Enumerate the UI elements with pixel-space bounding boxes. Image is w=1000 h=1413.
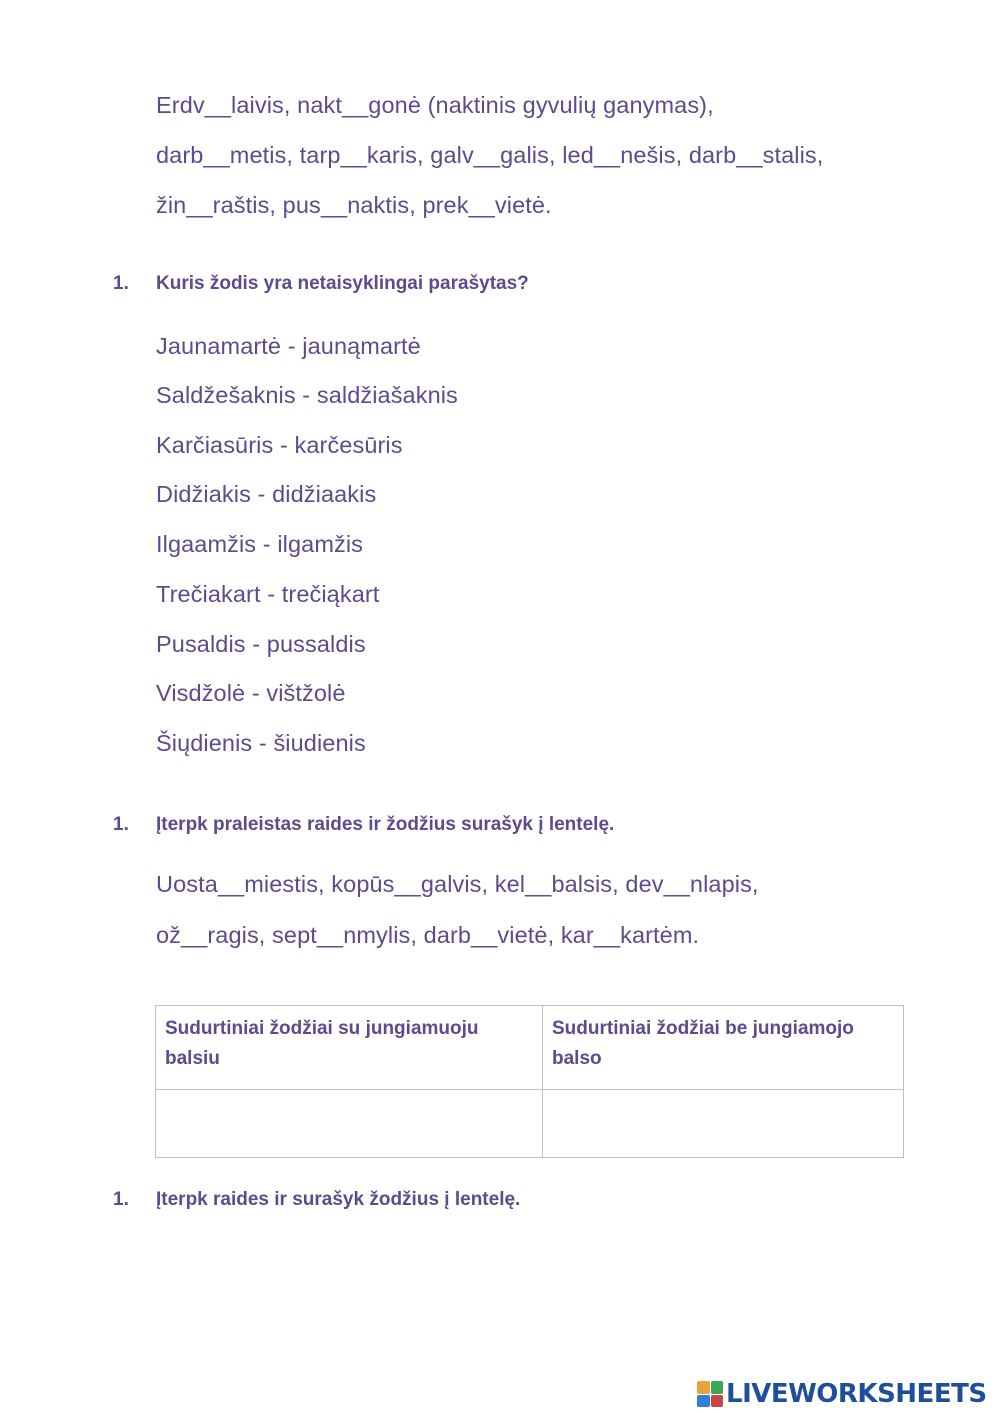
word-pair: Ilgaamžis - ilgamžis (156, 531, 364, 557)
word-pair: Didžiakis - didžiaakis (156, 481, 377, 507)
question-number: 1. (113, 273, 129, 294)
liveworksheets-logo-icon (697, 1381, 723, 1407)
exercise-line: Uosta__miestis, kopūs__galvis, kel__balsis, dev__nlapis, (156, 871, 759, 897)
logo-text: LIVEWORKSHEETS (726, 1379, 987, 1409)
answer-table (155, 1005, 904, 1158)
question-title: Įterpk praleistas raides ir žodžius surašyk į lentelę. (156, 814, 615, 835)
table-header-with-vowel: Sudurtiniai žodžiai su jungiamuoju balsiu (156, 1006, 543, 1090)
answer-cell-without-vowel[interactable] (543, 1090, 904, 1158)
word-pair: Jaunamartė - jaunąmartė (156, 333, 421, 359)
exercise-line: ož__ragis, sept__nmylis, darb__vietė, kar__kartėm. (156, 922, 700, 948)
logo-square (697, 1395, 710, 1408)
question-title: Įterpk raides ir surašyk žodžius į lentelę. (156, 1189, 521, 1210)
word-pair: Trečiakart - trečiąkart (156, 581, 380, 607)
logo-square (697, 1381, 710, 1394)
question-number: 1. (113, 814, 129, 835)
question-number: 1. (113, 1189, 129, 1210)
word-pair: Šiųdienis - šiudienis (156, 730, 366, 756)
logo-square (711, 1381, 724, 1394)
word-pair: Pusaldis - pussaldis (156, 631, 366, 657)
question-title: Kuris žodis yra netaisyklingai parašytas? (156, 273, 529, 294)
word-pair: Karčiasūris - karčesūris (156, 432, 403, 458)
word-pair: Visdžolė - vištžolė (156, 680, 346, 706)
logo-square (711, 1395, 724, 1408)
exercise-line: žin__raštis, pus__naktis, prek__vietė. (156, 192, 552, 218)
table-header-without-vowel: Sudurtiniai žodžiai be jungiamojo balso (543, 1006, 904, 1090)
word-pair: Saldžešaknis - saldžiašaknis (156, 382, 458, 408)
exercise-line: Erdv__laivis, nakt__gonė (naktinis gyvulių ganymas), (156, 92, 714, 118)
answer-cell-with-vowel[interactable] (156, 1090, 543, 1158)
exercise-line: darb__metis, tarp__karis, galv__galis, led__nešis, darb__stalis, (156, 142, 824, 168)
liveworksheets-logo (697, 1377, 987, 1411)
